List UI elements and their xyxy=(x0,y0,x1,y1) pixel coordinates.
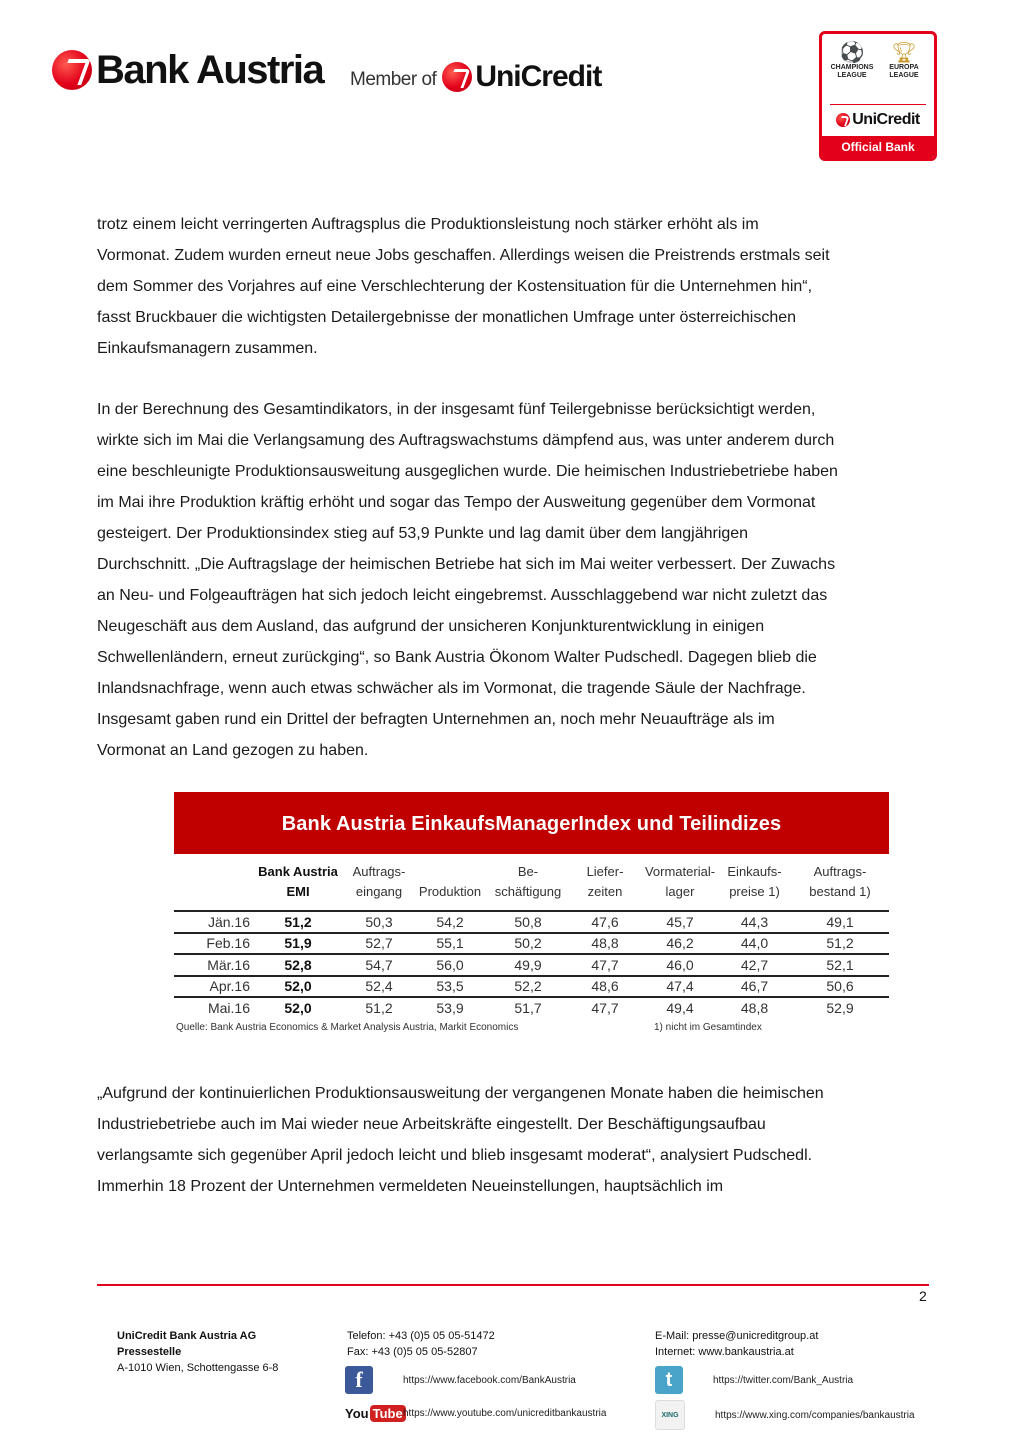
paragraph-2: In der Berechnung des Gesamtindikators, in der insgesamt fünf Teilergebnisse berücksichtigt werden, wirkte sich im Mai die Verlangsamung des Auftragswachstums dämpfend aus, was unter anderem durch eine beschleunigte Produktionsausweitung ausgeglichen wurde. Die heimischen Industriebetriebe haben im Mai ihre Produktion kräftig erhöht und sogar das Tempo der Ausweitung gegenüber dem Vormonat gesteigert. Der Produktionsindex stieg auf 53,9 Punkte und lag damit über dem langjährigen Durchschnitt. „Die Auftragslage der heimischen Betriebe hat sich im Mai weiter verbessert. Der Zuwachs an Neu- und Folgeaufträgen hat sich jedoch leicht eingebremst. Ausschlaggebend war nicht zuletzt das Neugeschäft aus dem Ausland, das aufgrund der unsicheren Konjunkturentwicklung in einigen Schwellenländern, erneut zurückging“, so Bank Austria Ökonom Walter Pudschedl. Dagegen blieb die Inlandsnachfrage, wenn auch etwas schwächer als im Vormonat, die tragende Säule der Nachfrage. Insgesamt gaben rund ein Drittel der befragten Unternehmen an, noch mehr Neuaufträge als im Vormonat an Land gezogen zu haben. xyxy=(97,401,838,759)
youtube-link[interactable]: https://www.youtube.com/unicreditbankaustria xyxy=(403,1407,607,1419)
page-number: 2 xyxy=(919,1288,927,1304)
table-row: Jän.16 51,2 50,3 54,2 50,8 47,6 45,7 44,3 49,1 xyxy=(174,910,889,932)
column-header-einkaufspreise: Einkaufs- preise 1) xyxy=(727,864,782,899)
paragraph-1: trotz einem leicht verringerten Auftragsplus die Produktionsleistung noch stärker erhöht als im Vormonat. Zudem wurden erneut neue Jobs geschaffen. Allerdings weisen die Preistrends erstmals seit dem Sommer des Vorjahres auf eine Verschlechterung der Kostensituation für die Unternehmen hin“, fasst Bruckbauer die wichtigsten Detailergebnisse der monatlichen Umfrage unter österreichischen Einkaufsmanagern zusammen. xyxy=(97,216,830,357)
member-of-unicredit-logo xyxy=(350,60,601,94)
youtube-icon[interactable]: You Tube xyxy=(345,1401,395,1425)
column-header-emi: Bank Austria EMI xyxy=(258,864,338,899)
parent-brand-name: UniCredit xyxy=(475,60,602,93)
twitter-icon[interactable]: t xyxy=(655,1366,683,1394)
table-row: Feb.16 51,9 52,7 55,1 50,2 48,8 46,2 44,0 51,2 xyxy=(174,932,889,954)
europa-league-logo: 🏆︎ EUROPA LEAGUE xyxy=(889,42,919,79)
twitter-link-row[interactable] xyxy=(655,1366,853,1394)
soccer-ball-stars-icon: ⚽ xyxy=(839,42,865,64)
facebook-link-row[interactable] xyxy=(345,1366,576,1394)
facebook-link[interactable]: https://www.facebook.com/BankAustria xyxy=(403,1374,576,1386)
table-row: Apr.16 52,0 52,4 53,5 52,2 48,6 47,4 46,7 50,6 xyxy=(174,975,889,997)
source-label: Quelle: Bank Austria Economics & Market Analysis Austria, Markit Economics xyxy=(176,1021,519,1033)
unicredit-ball-icon xyxy=(836,113,850,127)
trophy-icon: 🏆︎ xyxy=(891,42,917,64)
member-of-label: Member of xyxy=(350,69,437,90)
table-title: Bank Austria EinkaufsManagerIndex und Teilindizes xyxy=(174,792,889,854)
official-bank-label: Official Bank xyxy=(822,136,934,158)
department: Pressestelle xyxy=(117,1346,182,1358)
column-header-lieferzeiten: Liefer- zeiten xyxy=(586,864,624,899)
email-link[interactable]: E-Mail: presse@unicreditgroup.at xyxy=(655,1330,819,1342)
table-source-note xyxy=(174,1022,889,1033)
address: A-1010 Wien, Schottengasse 6-8 xyxy=(117,1362,279,1374)
table-header-row xyxy=(174,854,889,910)
footer-divider xyxy=(97,1284,929,1286)
youtube-link-row[interactable] xyxy=(345,1401,606,1425)
paragraph-3: „Aufgrund der kontinuierlichen Produktionsausweitung der vergangenen Monate haben die heimischen Industriebetriebe auch im Mai wieder neue Arbeitskräfte eingestellt. Der Beschäftigungsaufbau verlangsamte sich gegenüber April jedoch leicht und blieb insgesamt moderat“, analysiert Pudschedl. Immerhin 18 Prozent der Unternehmen vermeldeten Neueinstellungen, hauptsächlich im xyxy=(97,1085,824,1195)
footnote-label: 1) nicht im Gesamtindex xyxy=(654,1021,762,1033)
brand-name: Bank Austria xyxy=(96,48,324,92)
bank-austria-logo xyxy=(52,50,323,90)
emi-table xyxy=(174,792,889,1033)
unicredit-ball-icon xyxy=(52,50,92,90)
column-header-auftragsbestand: Auftrags- bestand 1) xyxy=(809,864,871,899)
website-link[interactable]: Internet: www.bankaustria.at xyxy=(655,1346,794,1358)
footer-contact-phone xyxy=(347,1328,495,1360)
table-row: Mär.16 52,8 54,7 56,0 49,9 47,7 46,0 42,7 52,1 xyxy=(174,953,889,975)
footer-company-info xyxy=(117,1328,278,1376)
twitter-link[interactable]: https://twitter.com/Bank_Austria xyxy=(713,1374,854,1386)
column-header-produktion: Produktion xyxy=(418,884,482,899)
badge-divider xyxy=(830,104,926,105)
column-header-beschaeftigung: Be- schäftigung xyxy=(494,864,562,899)
footer-contact-web xyxy=(655,1328,818,1360)
fax: Fax: +43 (0)5 05 05-52807 xyxy=(347,1346,478,1358)
table-row: Mai.16 52,0 51,2 53,9 51,7 47,7 49,4 48,8 52,9 xyxy=(174,996,889,1018)
facebook-icon[interactable]: f xyxy=(345,1366,373,1394)
xing-icon[interactable]: XING xyxy=(655,1400,685,1430)
xing-link-row[interactable] xyxy=(655,1400,915,1430)
company-name: UniCredit Bank Austria AG xyxy=(117,1330,257,1342)
xing-link[interactable]: https://www.xing.com/companies/bankaustria xyxy=(715,1409,915,1421)
phone: Telefon: +43 (0)5 05 05-51472 xyxy=(347,1330,495,1342)
column-header-auftragseingang: Auftrags- eingang xyxy=(352,864,406,899)
badge-unicredit-logo: UniCredit xyxy=(822,109,934,131)
champions-league-logo: ⚽ CHAMPIONS LEAGUE xyxy=(830,42,874,79)
unicredit-ball-icon xyxy=(442,62,472,92)
official-bank-badge xyxy=(819,31,937,161)
column-header-vormateriallager: Vormaterial- lager xyxy=(644,864,716,899)
